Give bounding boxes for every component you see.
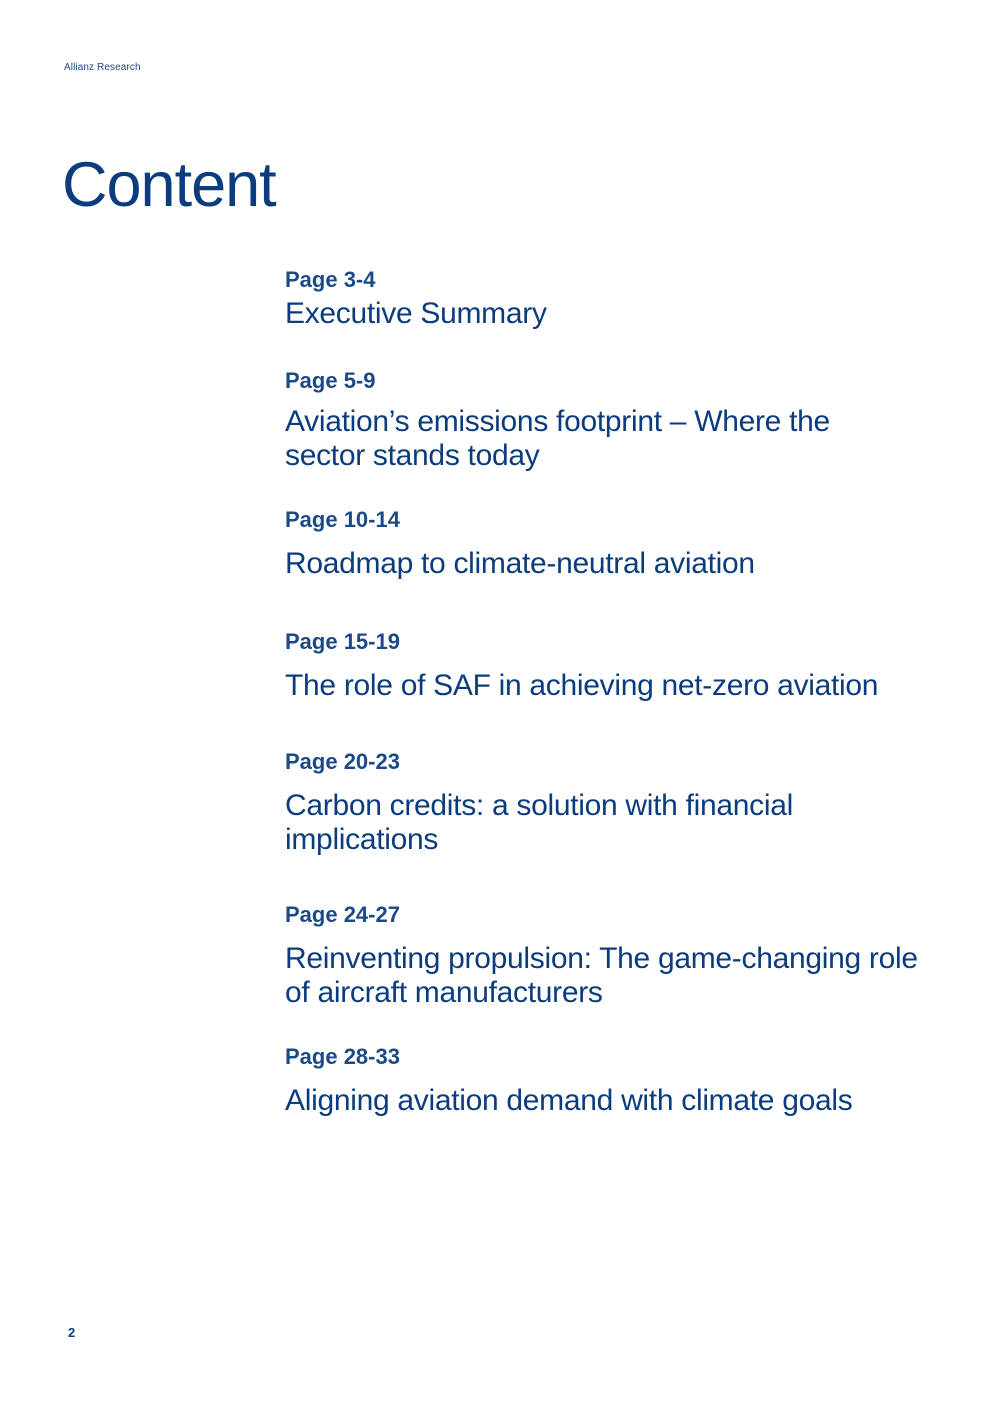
- toc-entry[interactable]: [285, 1044, 945, 1118]
- toc-page-range: Page 5-9: [285, 368, 376, 393]
- toc-section-title: Aviation’s emissions footprint – Where the sector stands today: [285, 405, 830, 472]
- header-brand: Allianz Research: [64, 62, 141, 73]
- toc-section-title: Executive Summary: [285, 297, 547, 330]
- toc-entry[interactable]: [285, 749, 945, 857]
- toc-section-title: Roadmap to climate-neutral aviation: [285, 547, 755, 580]
- toc-page-range: Page 20-23: [285, 749, 400, 774]
- toc-section-title: Reinventing propulsion: The game-changing role of aircraft manufacturers: [285, 942, 918, 1009]
- toc-page-range: Page 10-14: [285, 507, 400, 532]
- toc-entry[interactable]: [285, 902, 945, 1010]
- toc-entry[interactable]: [285, 267, 945, 331]
- toc-page-range: Page 28-33: [285, 1044, 400, 1069]
- toc-entry[interactable]: [285, 507, 945, 581]
- page-title: Content: [62, 150, 276, 220]
- page-number: 2: [68, 1325, 76, 1340]
- toc-entry[interactable]: [285, 629, 945, 703]
- toc-page-range: Page 15-19: [285, 629, 400, 654]
- toc-section-title: Carbon credits: a solution with financial implications: [285, 789, 793, 856]
- toc-page-range: Page 3-4: [285, 267, 376, 292]
- toc-page-range: Page 24-27: [285, 902, 400, 927]
- toc-section-title: Aligning aviation demand with climate goals: [285, 1084, 853, 1117]
- toc-section-title: The role of SAF in achieving net-zero aviation: [285, 669, 879, 702]
- table-of-contents: [285, 0, 945, 1403]
- toc-entry[interactable]: [285, 368, 945, 473]
